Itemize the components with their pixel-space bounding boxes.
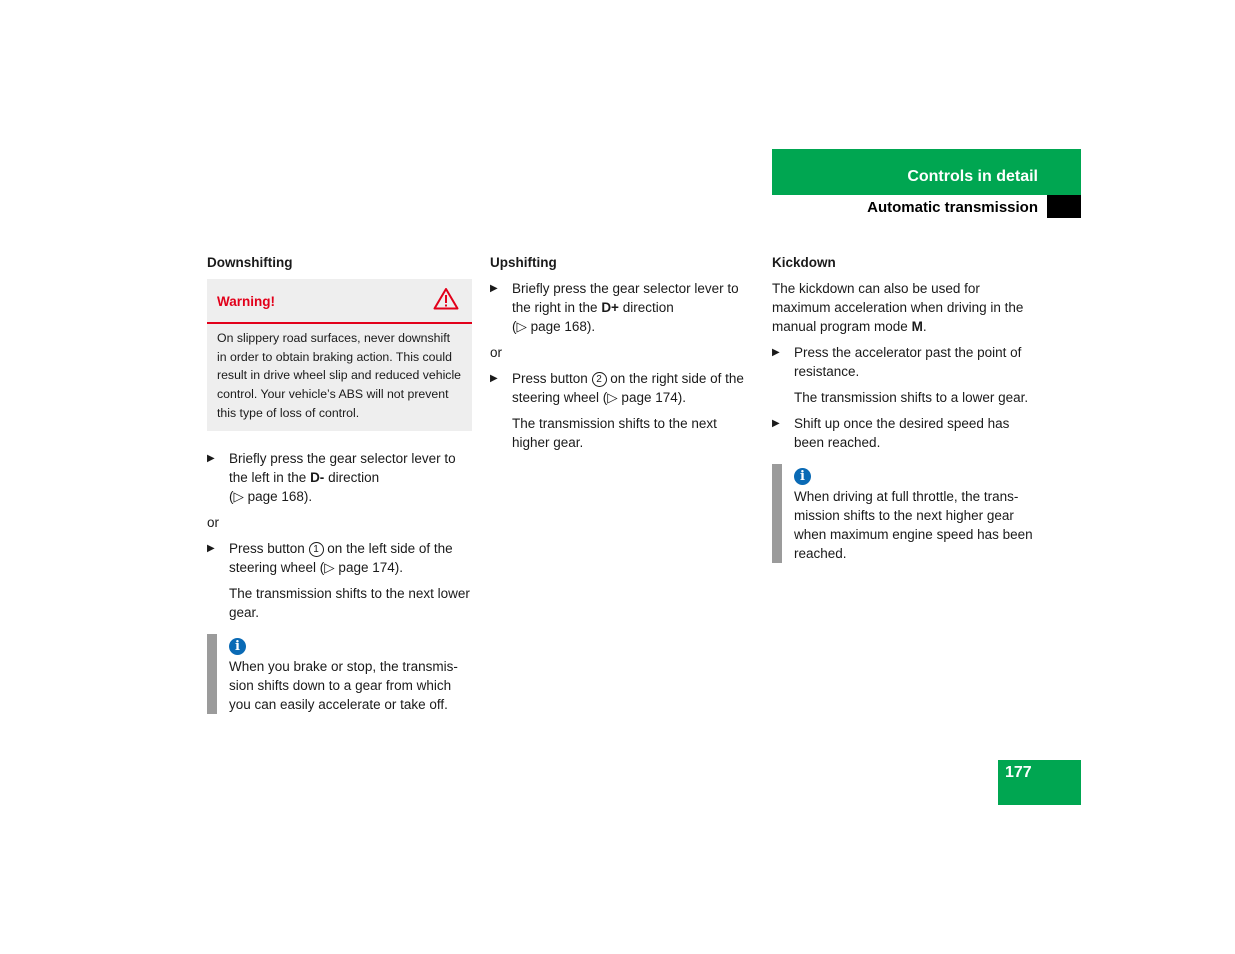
- warning-text: On slippery road surfaces, never downshift in order to obtain braking action. This could result in drive wheel slip and reduced vehicle control. Your vehicle’s ABS will not prevent this type of loss of control.: [217, 331, 462, 420]
- upshifting-heading: Upshifting: [490, 255, 557, 270]
- step-text: Briefly press the gear selector lever to the left in the: [229, 450, 456, 485]
- kickdown-step-2: [772, 414, 1037, 452]
- step-text: Press button: [229, 540, 309, 556]
- step-text: Shift up once the desired speed has been reached.: [794, 416, 1010, 450]
- downshifting-heading: Downshifting: [207, 255, 293, 270]
- kickdown-result: The transmission shifts to a lower gear.: [794, 390, 1029, 405]
- subsection-title: Automatic transmission: [867, 199, 1038, 216]
- page-reference: (▷ page 168).: [229, 488, 313, 504]
- info-note: [207, 634, 472, 714]
- step-text: direction: [324, 469, 380, 485]
- arrow-right-icon: ▶: [772, 347, 780, 358]
- step-text: Press button: [512, 371, 592, 386]
- kickdown-heading: Kickdown: [772, 255, 836, 270]
- intro-bold: M: [911, 319, 923, 334]
- arrow-right-icon: ▶: [207, 542, 215, 554]
- button-number-icon: 2: [592, 372, 607, 387]
- info-bar: [207, 634, 217, 714]
- info-icon: i: [794, 468, 811, 485]
- or-text: or: [490, 345, 503, 360]
- intro-text: .: [922, 319, 927, 334]
- button-number-icon: 1: [309, 542, 324, 557]
- step-bold: D-: [310, 469, 325, 485]
- section-title: Controls in detail: [907, 168, 1038, 185]
- info-icon: i: [229, 638, 246, 655]
- step-text: on the right side of the steering wheel (▷ page 174).: [512, 371, 744, 405]
- intro-text: The kickdown can also be used for maximum acceleration when driving in the manual program mode: [772, 281, 1024, 334]
- step-text: Press the accelerator past the point of resistance.: [794, 345, 1022, 379]
- step-text: direction: [618, 300, 674, 315]
- arrow-right-icon: ▶: [772, 418, 780, 429]
- step-bold: D+: [601, 300, 619, 315]
- downshifting-column: [207, 253, 472, 714]
- header-marker: [1047, 195, 1081, 218]
- warning-box: [207, 279, 472, 431]
- or-text: or: [207, 514, 220, 530]
- upshift-result: The transmission shifts to the next higher gear.: [512, 416, 717, 450]
- downshift-step-2: [207, 539, 472, 577]
- kickdown-step-1: [772, 343, 1037, 381]
- kickdown-intro: [772, 279, 1037, 336]
- upshifting-column: [490, 253, 755, 459]
- upshift-step-1: [490, 279, 755, 336]
- warning-title: Warning!: [217, 294, 275, 309]
- step-text: on the left side of the steering wheel (▷ page 174).: [229, 540, 453, 575]
- step-text: Briefly press the gear selector lever to the right in the: [512, 281, 739, 315]
- warning-header: [207, 279, 472, 324]
- page-reference: (▷ page 168).: [512, 319, 596, 334]
- arrow-right-icon: ▶: [207, 452, 215, 464]
- warning-triangle-icon: [433, 287, 459, 315]
- info-text: When driving at full throttle, the transmission shifts to the next higher gear when maximum engine speed has been reached.: [794, 489, 1033, 561]
- info-bar: [772, 464, 782, 563]
- info-text: When you brake or stop, the transmission shifts down to a gear from which you can easily accelerate or take off.: [229, 658, 458, 712]
- downshift-result: The transmission shifts to the next lower gear.: [229, 585, 470, 620]
- arrow-right-icon: ▶: [490, 373, 498, 384]
- downshift-step-1: [207, 449, 472, 506]
- info-note: [772, 464, 1037, 563]
- page-number: 177: [1005, 764, 1032, 781]
- arrow-right-icon: ▶: [490, 283, 498, 294]
- kickdown-column: [772, 253, 1037, 563]
- upshift-step-2: [490, 369, 755, 407]
